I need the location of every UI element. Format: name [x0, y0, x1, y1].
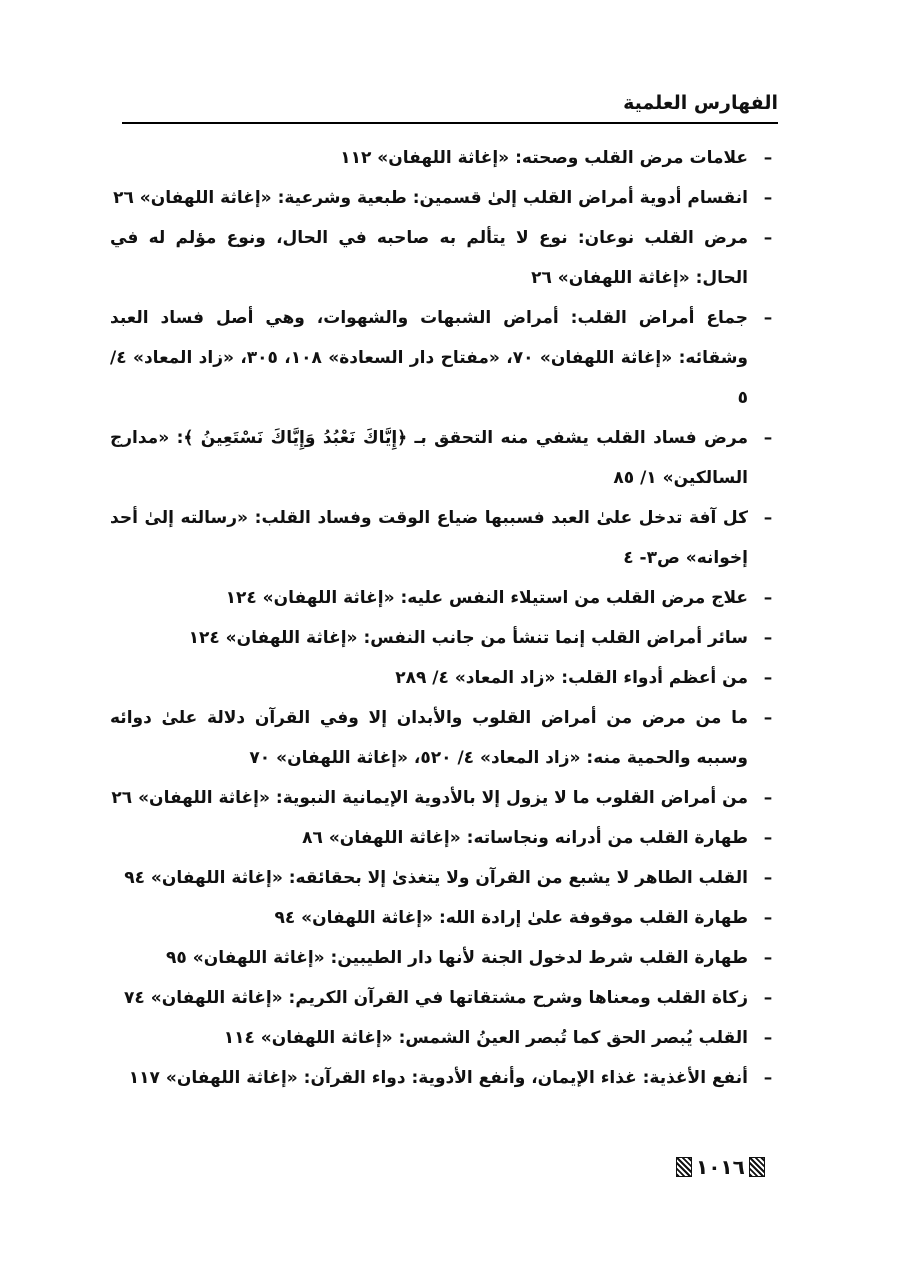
index-entry: [110, 858, 778, 898]
entry-dash: –: [763, 148, 773, 168]
entry-dash: –: [763, 668, 773, 688]
index-entry: [110, 938, 778, 978]
running-header: [122, 92, 778, 122]
index-entry: [110, 138, 778, 178]
entry-text: سائر أمراض القلب إنما تنشأ من جانب النفس: «إغاثة اللهفان» ١٢٤: [188, 628, 748, 648]
index-entry: [110, 1058, 778, 1098]
entry-text: من أعظم أدواء القلب: «زاد المعاد» ٤/ ٢٨٩: [395, 668, 748, 688]
entry-text: القلب يُبصر الحق كما تُبصر العينُ الشمس: «إغاثة اللهفان» ١١٤: [223, 1028, 748, 1048]
entry-text: ما من مرض من أمراض القلوب والأبدان إلا وفي القرآن دلالة علىٰ دوائه وسببه والحمية منه: «زاد المعاد» ٤/ ٥٢٠، «إغاثة اللهفان» ٧٠: [110, 708, 748, 768]
entry-dash: –: [763, 708, 773, 728]
index-entry: [110, 898, 778, 938]
entry-text: طهارة القلب شرط لدخول الجنة لأنها دار الطيبين: «إغاثة اللهفان» ٩٥: [166, 948, 748, 968]
entry-dash: –: [763, 428, 773, 448]
index-entry: [110, 818, 778, 858]
index-entry: [110, 978, 778, 1018]
page-footer: [676, 1150, 786, 1184]
entry-dash: –: [763, 188, 773, 208]
index-entries: [110, 138, 778, 1098]
entry-text: طهارة القلب من أدرانه ونجاساته: «إغاثة اللهفان» ٨٦: [302, 828, 748, 848]
entry-dash: –: [763, 908, 773, 928]
entry-dash: –: [763, 628, 773, 648]
ornament-right-icon: [749, 1157, 765, 1177]
index-entry: [110, 418, 778, 498]
index-entry: [110, 618, 778, 658]
index-entry: [110, 498, 778, 578]
entry-dash: –: [763, 828, 773, 848]
index-entry: [110, 178, 778, 218]
entry-text: مرض القلب نوعان: نوع لا يتألم به صاحبه في الحال، ونوع مؤلم له في الحال: «إغاثة اللهفان» ٢٦: [110, 228, 748, 288]
index-entry: [110, 298, 778, 418]
header-title: الفهارس العلمية: [623, 92, 778, 114]
entry-text: علاج مرض القلب من استيلاء النفس عليه: «إغاثة اللهفان» ١٢٤: [225, 588, 748, 608]
entry-text: القلب الطاهر لا يشبع من القرآن ولا يتغذىٰ إلا بحقائقه: «إغاثة اللهفان» ٩٤: [124, 868, 748, 888]
header-rule: [122, 122, 778, 124]
entry-dash: –: [763, 948, 773, 968]
index-entry: [110, 578, 778, 618]
index-entry: [110, 658, 778, 698]
entry-text: جماع أمراض القلب: أمراض الشبهات والشهوات، وهي أصل فساد العبد وشقائه: «إغاثة اللهفان» ٧٠، «مفتاح دار السعادة» ١٠٨، ٣٠٥، «زاد المعاد» ٤/ ٥: [110, 308, 748, 408]
entry-dash: –: [763, 308, 773, 328]
entry-text: انقسام أدوية أمراض القلب إلىٰ قسمين: طبعية وشرعية: «إغاثة اللهفان» ٢٦: [113, 188, 748, 208]
entry-dash: –: [763, 508, 773, 528]
entry-text: مرض فساد القلب يشفي منه التحقق بـ ﴿إِيَّاكَ نَعْبُدُ وَإِيَّاكَ نَسْتَعِينُ ﴾: «مدارج السالكين» ١/ ٨٥: [110, 428, 748, 488]
ornament-left-icon: [676, 1157, 692, 1177]
page-number: ١٠١٦: [696, 1155, 745, 1179]
entry-text: أنفع الأغذية: غذاء الإيمان، وأنفع الأدوية: دواء القرآن: «إغاثة اللهفان» ١١٧: [128, 1068, 748, 1088]
entry-dash: –: [763, 228, 773, 248]
entry-dash: –: [763, 788, 773, 808]
entry-dash: –: [763, 588, 773, 608]
entry-text: علامات مرض القلب وصحته: «إغاثة اللهفان» ١١٢: [340, 148, 748, 168]
entry-dash: –: [763, 1028, 773, 1048]
entry-dash: –: [763, 868, 773, 888]
entry-text: طهارة القلب موقوفة علىٰ إرادة الله: «إغاثة اللهفان» ٩٤: [274, 908, 748, 928]
index-entry: [110, 218, 778, 298]
entry-text: كل آفة تدخل علىٰ العبد فسببها ضياع الوقت وفساد القلب: «رسالته إلىٰ أحد إخوانه» ص٣- ٤: [110, 508, 748, 568]
entry-text: زكاة القلب ومعناها وشرح مشتقاتها في القرآن الكريم: «إغاثة اللهفان» ٧٤: [124, 988, 748, 1008]
index-entry: [110, 698, 778, 778]
index-entry: [110, 1018, 778, 1058]
entry-dash: –: [763, 988, 773, 1008]
entry-text: من أمراض القلوب ما لا يزول إلا بالأدوية الإيمانية النبوية: «إغاثة اللهفان» ٢٦: [111, 788, 748, 808]
index-entry: [110, 778, 778, 818]
entry-dash: –: [763, 1068, 773, 1088]
